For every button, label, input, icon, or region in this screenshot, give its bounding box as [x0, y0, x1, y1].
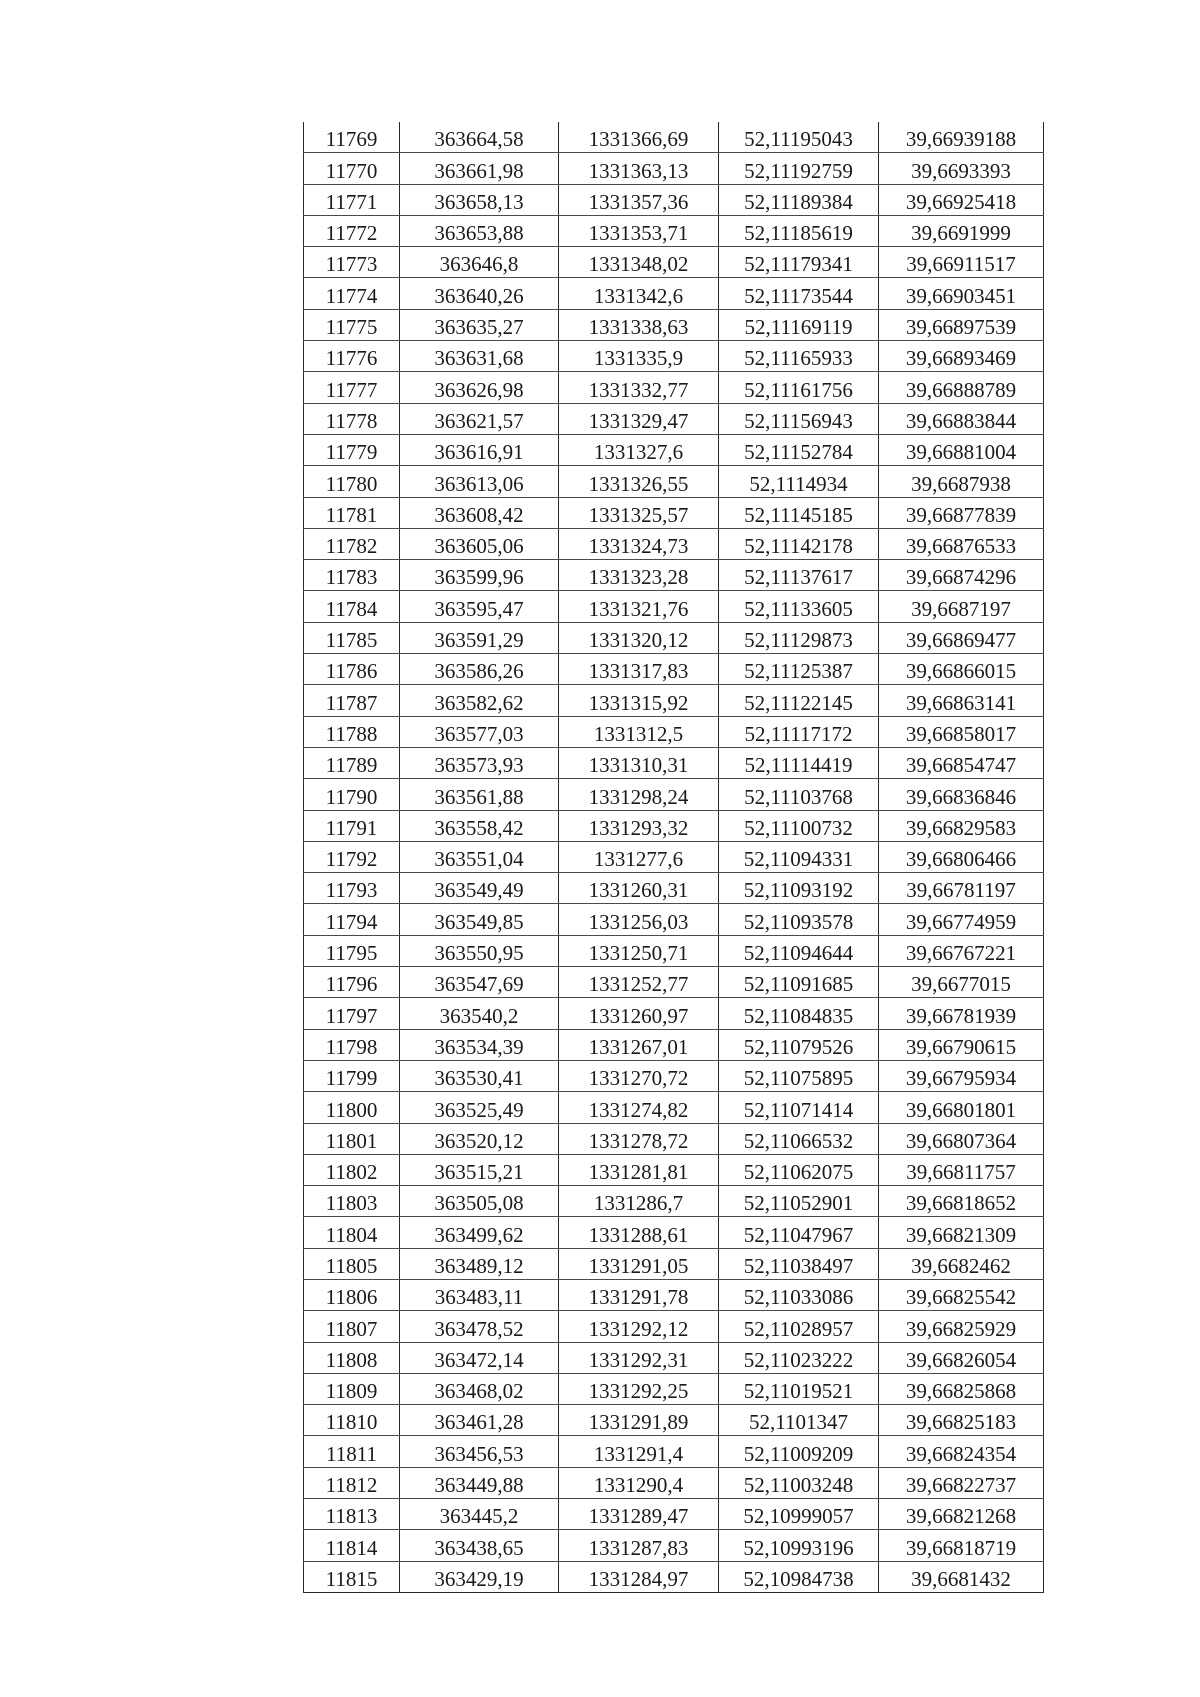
- cell-latitude: 52,11161756: [719, 372, 879, 403]
- cell-y-coordinate: 1331293,32: [559, 810, 719, 841]
- cell-longitude: 39,66807364: [879, 1123, 1044, 1154]
- cell-latitude: 52,11195043: [719, 122, 879, 153]
- cell-longitude: 39,66781939: [879, 998, 1044, 1029]
- cell-y-coordinate: 1331290,4: [559, 1467, 719, 1498]
- cell-y-coordinate: 1331353,71: [559, 215, 719, 246]
- cell-y-coordinate: 1331326,55: [559, 466, 719, 497]
- cell-y-coordinate: 1331292,31: [559, 1342, 719, 1373]
- cell-x-coordinate: 363561,88: [400, 779, 559, 810]
- table-row: [304, 466, 1044, 497]
- table-row: [304, 841, 1044, 872]
- cell-longitude: 39,66824354: [879, 1436, 1044, 1467]
- coordinates-table: [303, 122, 1044, 1593]
- cell-longitude: 39,6687197: [879, 591, 1044, 622]
- cell-x-coordinate: 363438,65: [400, 1530, 559, 1561]
- cell-y-coordinate: 1331310,31: [559, 747, 719, 778]
- table-row: [304, 1530, 1044, 1561]
- cell-latitude: 52,11052901: [719, 1186, 879, 1217]
- cell-latitude: 52,11179341: [719, 247, 879, 278]
- cell-x-coordinate: 363551,04: [400, 841, 559, 872]
- cell-point-number: 11801: [304, 1123, 400, 1154]
- cell-latitude: 52,11023222: [719, 1342, 879, 1373]
- cell-longitude: 39,66869477: [879, 622, 1044, 653]
- table-row: [304, 372, 1044, 403]
- cell-x-coordinate: 363540,2: [400, 998, 559, 1029]
- cell-x-coordinate: 363658,13: [400, 184, 559, 215]
- cell-point-number: 11807: [304, 1311, 400, 1342]
- cell-point-number: 11786: [304, 654, 400, 685]
- cell-point-number: 11779: [304, 434, 400, 465]
- coordinates-table-body: [304, 122, 1044, 1592]
- cell-y-coordinate: 1331291,4: [559, 1436, 719, 1467]
- cell-longitude: 39,66854747: [879, 747, 1044, 778]
- cell-x-coordinate: 363595,47: [400, 591, 559, 622]
- cell-point-number: 11794: [304, 904, 400, 935]
- cell-longitude: 39,66826054: [879, 1342, 1044, 1373]
- cell-y-coordinate: 1331363,13: [559, 153, 719, 184]
- cell-longitude: 39,66790615: [879, 1029, 1044, 1060]
- cell-y-coordinate: 1331317,83: [559, 654, 719, 685]
- table-row: [304, 215, 1044, 246]
- cell-point-number: 11776: [304, 341, 400, 372]
- cell-x-coordinate: 363599,96: [400, 560, 559, 591]
- cell-y-coordinate: 1331366,69: [559, 122, 719, 153]
- cell-point-number: 11778: [304, 403, 400, 434]
- cell-y-coordinate: 1331325,57: [559, 497, 719, 528]
- table-row: [304, 184, 1044, 215]
- cell-point-number: 11769: [304, 122, 400, 153]
- table-row: [304, 1123, 1044, 1154]
- cell-latitude: 52,11084835: [719, 998, 879, 1029]
- cell-y-coordinate: 1331327,6: [559, 434, 719, 465]
- cell-longitude: 39,66866015: [879, 654, 1044, 685]
- cell-latitude: 52,11142178: [719, 528, 879, 559]
- cell-x-coordinate: 363445,2: [400, 1499, 559, 1530]
- cell-point-number: 11775: [304, 309, 400, 340]
- cell-longitude: 39,66821309: [879, 1217, 1044, 1248]
- table-row: [304, 153, 1044, 184]
- cell-latitude: 52,11100732: [719, 810, 879, 841]
- cell-y-coordinate: 1331267,01: [559, 1029, 719, 1060]
- cell-latitude: 52,11185619: [719, 215, 879, 246]
- cell-longitude: 39,6693393: [879, 153, 1044, 184]
- cell-x-coordinate: 363631,68: [400, 341, 559, 372]
- cell-x-coordinate: 363505,08: [400, 1186, 559, 1217]
- cell-longitude: 39,66836846: [879, 779, 1044, 810]
- cell-latitude: 52,1114934: [719, 466, 879, 497]
- cell-point-number: 11812: [304, 1467, 400, 1498]
- cell-longitude: 39,66806466: [879, 841, 1044, 872]
- cell-x-coordinate: 363550,95: [400, 935, 559, 966]
- cell-x-coordinate: 363520,12: [400, 1123, 559, 1154]
- table-row: [304, 309, 1044, 340]
- cell-longitude: 39,66825542: [879, 1279, 1044, 1310]
- cell-latitude: 52,11169119: [719, 309, 879, 340]
- cell-y-coordinate: 1331287,83: [559, 1530, 719, 1561]
- cell-y-coordinate: 1331292,12: [559, 1311, 719, 1342]
- cell-longitude: 39,66767221: [879, 935, 1044, 966]
- cell-point-number: 11798: [304, 1029, 400, 1060]
- cell-longitude: 39,6687938: [879, 466, 1044, 497]
- table-row: [304, 1311, 1044, 1342]
- cell-x-coordinate: 363515,21: [400, 1154, 559, 1185]
- cell-latitude: 52,11156943: [719, 403, 879, 434]
- cell-y-coordinate: 1331270,72: [559, 1060, 719, 1091]
- cell-latitude: 52,11093578: [719, 904, 879, 935]
- cell-latitude: 52,11066532: [719, 1123, 879, 1154]
- cell-latitude: 52,11192759: [719, 153, 879, 184]
- cell-longitude: 39,66818719: [879, 1530, 1044, 1561]
- table-row: [304, 1248, 1044, 1279]
- cell-x-coordinate: 363586,26: [400, 654, 559, 685]
- cell-y-coordinate: 1331291,89: [559, 1405, 719, 1436]
- cell-latitude: 52,11075895: [719, 1060, 879, 1091]
- cell-x-coordinate: 363640,26: [400, 278, 559, 309]
- cell-longitude: 39,66825929: [879, 1311, 1044, 1342]
- cell-point-number: 11772: [304, 215, 400, 246]
- cell-y-coordinate: 1331250,71: [559, 935, 719, 966]
- cell-x-coordinate: 363558,42: [400, 810, 559, 841]
- table-row: [304, 685, 1044, 716]
- cell-latitude: 52,11173544: [719, 278, 879, 309]
- cell-x-coordinate: 363499,62: [400, 1217, 559, 1248]
- cell-latitude: 52,11047967: [719, 1217, 879, 1248]
- cell-longitude: 39,66903451: [879, 278, 1044, 309]
- cell-point-number: 11784: [304, 591, 400, 622]
- cell-point-number: 11800: [304, 1092, 400, 1123]
- cell-longitude: 39,66877839: [879, 497, 1044, 528]
- table-row: [304, 403, 1044, 434]
- cell-x-coordinate: 363461,28: [400, 1405, 559, 1436]
- table-row: [304, 810, 1044, 841]
- cell-longitude: 39,66811757: [879, 1154, 1044, 1185]
- cell-latitude: 52,11137617: [719, 560, 879, 591]
- cell-x-coordinate: 363549,49: [400, 873, 559, 904]
- table-row: [304, 1154, 1044, 1185]
- cell-longitude: 39,66925418: [879, 184, 1044, 215]
- table-row: [304, 528, 1044, 559]
- cell-latitude: 52,11071414: [719, 1092, 879, 1123]
- cell-point-number: 11785: [304, 622, 400, 653]
- cell-longitude: 39,66883844: [879, 403, 1044, 434]
- table-row: [304, 1029, 1044, 1060]
- table-row: [304, 122, 1044, 153]
- cell-longitude: 39,66829583: [879, 810, 1044, 841]
- cell-latitude: 52,11152784: [719, 434, 879, 465]
- cell-longitude: 39,66822737: [879, 1467, 1044, 1498]
- table-row: [304, 1499, 1044, 1530]
- cell-longitude: 39,6681432: [879, 1561, 1044, 1592]
- cell-point-number: 11813: [304, 1499, 400, 1530]
- table-row: [304, 622, 1044, 653]
- cell-y-coordinate: 1331321,76: [559, 591, 719, 622]
- cell-point-number: 11805: [304, 1248, 400, 1279]
- table-row: [304, 1373, 1044, 1404]
- cell-latitude: 52,11094644: [719, 935, 879, 966]
- cell-y-coordinate: 1331320,12: [559, 622, 719, 653]
- table-row: [304, 1561, 1044, 1592]
- cell-x-coordinate: 363646,8: [400, 247, 559, 278]
- cell-y-coordinate: 1331298,24: [559, 779, 719, 810]
- cell-latitude: 52,11094331: [719, 841, 879, 872]
- cell-x-coordinate: 363591,29: [400, 622, 559, 653]
- cell-latitude: 52,10984738: [719, 1561, 879, 1592]
- cell-y-coordinate: 1331274,82: [559, 1092, 719, 1123]
- cell-x-coordinate: 363456,53: [400, 1436, 559, 1467]
- cell-x-coordinate: 363472,14: [400, 1342, 559, 1373]
- cell-point-number: 11814: [304, 1530, 400, 1561]
- table-row: [304, 1342, 1044, 1373]
- cell-point-number: 11782: [304, 528, 400, 559]
- table-row: [304, 497, 1044, 528]
- cell-y-coordinate: 1331260,31: [559, 873, 719, 904]
- table-row: [304, 1217, 1044, 1248]
- cell-y-coordinate: 1331278,72: [559, 1123, 719, 1154]
- cell-x-coordinate: 363613,06: [400, 466, 559, 497]
- cell-y-coordinate: 1331332,77: [559, 372, 719, 403]
- cell-y-coordinate: 1331348,02: [559, 247, 719, 278]
- cell-point-number: 11787: [304, 685, 400, 716]
- table-row: [304, 716, 1044, 747]
- cell-y-coordinate: 1331291,78: [559, 1279, 719, 1310]
- cell-y-coordinate: 1331256,03: [559, 904, 719, 935]
- cell-point-number: 11792: [304, 841, 400, 872]
- cell-latitude: 52,11165933: [719, 341, 879, 372]
- cell-longitude: 39,66893469: [879, 341, 1044, 372]
- cell-latitude: 52,11009209: [719, 1436, 879, 1467]
- cell-point-number: 11793: [304, 873, 400, 904]
- cell-latitude: 52,11117172: [719, 716, 879, 747]
- cell-y-coordinate: 1331277,6: [559, 841, 719, 872]
- cell-y-coordinate: 1331329,47: [559, 403, 719, 434]
- table-row: [304, 560, 1044, 591]
- table-row: [304, 1279, 1044, 1310]
- table-row: [304, 747, 1044, 778]
- cell-y-coordinate: 1331291,05: [559, 1248, 719, 1279]
- cell-point-number: 11796: [304, 967, 400, 998]
- cell-latitude: 52,11189384: [719, 184, 879, 215]
- cell-latitude: 52,1101347: [719, 1405, 879, 1436]
- cell-latitude: 52,11033086: [719, 1279, 879, 1310]
- cell-y-coordinate: 1331324,73: [559, 528, 719, 559]
- cell-x-coordinate: 363664,58: [400, 122, 559, 153]
- cell-longitude: 39,66825183: [879, 1405, 1044, 1436]
- cell-latitude: 52,11125387: [719, 654, 879, 685]
- cell-point-number: 11808: [304, 1342, 400, 1373]
- cell-latitude: 52,11103768: [719, 779, 879, 810]
- cell-x-coordinate: 363449,88: [400, 1467, 559, 1498]
- cell-latitude: 52,11091685: [719, 967, 879, 998]
- cell-latitude: 52,11133605: [719, 591, 879, 622]
- cell-point-number: 11780: [304, 466, 400, 497]
- table-row: [304, 967, 1044, 998]
- cell-x-coordinate: 363534,39: [400, 1029, 559, 1060]
- cell-y-coordinate: 1331288,61: [559, 1217, 719, 1248]
- cell-longitude: 39,66874296: [879, 560, 1044, 591]
- table-row: [304, 1467, 1044, 1498]
- table-row: [304, 1186, 1044, 1217]
- cell-point-number: 11804: [304, 1217, 400, 1248]
- cell-latitude: 52,11062075: [719, 1154, 879, 1185]
- cell-y-coordinate: 1331315,92: [559, 685, 719, 716]
- cell-x-coordinate: 363547,69: [400, 967, 559, 998]
- table-row: [304, 654, 1044, 685]
- cell-y-coordinate: 1331323,28: [559, 560, 719, 591]
- cell-longitude: 39,66781197: [879, 873, 1044, 904]
- cell-x-coordinate: 363573,93: [400, 747, 559, 778]
- table-row: [304, 247, 1044, 278]
- cell-point-number: 11809: [304, 1373, 400, 1404]
- cell-longitude: 39,66774959: [879, 904, 1044, 935]
- cell-point-number: 11797: [304, 998, 400, 1029]
- cell-x-coordinate: 363468,02: [400, 1373, 559, 1404]
- table-row: [304, 779, 1044, 810]
- cell-longitude: 39,6677015: [879, 967, 1044, 998]
- cell-x-coordinate: 363608,42: [400, 497, 559, 528]
- cell-point-number: 11811: [304, 1436, 400, 1467]
- cell-x-coordinate: 363525,49: [400, 1092, 559, 1123]
- cell-point-number: 11803: [304, 1186, 400, 1217]
- cell-longitude: 39,66897539: [879, 309, 1044, 340]
- cell-latitude: 52,10993196: [719, 1530, 879, 1561]
- cell-y-coordinate: 1331292,25: [559, 1373, 719, 1404]
- cell-y-coordinate: 1331281,81: [559, 1154, 719, 1185]
- table-row: [304, 935, 1044, 966]
- cell-longitude: 39,66939188: [879, 122, 1044, 153]
- cell-y-coordinate: 1331312,5: [559, 716, 719, 747]
- cell-latitude: 52,11129873: [719, 622, 879, 653]
- cell-latitude: 52,11079526: [719, 1029, 879, 1060]
- cell-latitude: 52,11003248: [719, 1467, 879, 1498]
- cell-point-number: 11806: [304, 1279, 400, 1310]
- cell-longitude: 39,6691999: [879, 215, 1044, 246]
- table-row: [304, 341, 1044, 372]
- table-row: [304, 998, 1044, 1029]
- table-row: [304, 1436, 1044, 1467]
- cell-y-coordinate: 1331342,6: [559, 278, 719, 309]
- cell-x-coordinate: 363530,41: [400, 1060, 559, 1091]
- table-row: [304, 873, 1044, 904]
- table-row: [304, 1092, 1044, 1123]
- cell-y-coordinate: 1331260,97: [559, 998, 719, 1029]
- cell-point-number: 11815: [304, 1561, 400, 1592]
- cell-longitude: 39,66795934: [879, 1060, 1044, 1091]
- cell-longitude: 39,66888789: [879, 372, 1044, 403]
- cell-point-number: 11781: [304, 497, 400, 528]
- cell-y-coordinate: 1331252,77: [559, 967, 719, 998]
- cell-point-number: 11810: [304, 1405, 400, 1436]
- cell-point-number: 11799: [304, 1060, 400, 1091]
- cell-longitude: 39,66911517: [879, 247, 1044, 278]
- cell-y-coordinate: 1331357,36: [559, 184, 719, 215]
- cell-latitude: 52,11093192: [719, 873, 879, 904]
- cell-y-coordinate: 1331286,7: [559, 1186, 719, 1217]
- cell-longitude: 39,66863141: [879, 685, 1044, 716]
- cell-latitude: 52,11114419: [719, 747, 879, 778]
- table-row: [304, 278, 1044, 309]
- cell-latitude: 52,11038497: [719, 1248, 879, 1279]
- table-row: [304, 904, 1044, 935]
- cell-point-number: 11770: [304, 153, 400, 184]
- cell-latitude: 52,11028957: [719, 1311, 879, 1342]
- cell-latitude: 52,11019521: [719, 1373, 879, 1404]
- cell-y-coordinate: 1331335,9: [559, 341, 719, 372]
- cell-latitude: 52,11122145: [719, 685, 879, 716]
- cell-x-coordinate: 363653,88: [400, 215, 559, 246]
- cell-point-number: 11790: [304, 779, 400, 810]
- cell-x-coordinate: 363582,62: [400, 685, 559, 716]
- cell-longitude: 39,66881004: [879, 434, 1044, 465]
- cell-x-coordinate: 363429,19: [400, 1561, 559, 1592]
- cell-point-number: 11771: [304, 184, 400, 215]
- table-row: [304, 1060, 1044, 1091]
- cell-x-coordinate: 363626,98: [400, 372, 559, 403]
- cell-x-coordinate: 363605,06: [400, 528, 559, 559]
- cell-point-number: 11795: [304, 935, 400, 966]
- cell-x-coordinate: 363483,11: [400, 1279, 559, 1310]
- cell-point-number: 11802: [304, 1154, 400, 1185]
- cell-longitude: 39,66801801: [879, 1092, 1044, 1123]
- cell-latitude: 52,11145185: [719, 497, 879, 528]
- cell-point-number: 11773: [304, 247, 400, 278]
- cell-x-coordinate: 363616,91: [400, 434, 559, 465]
- cell-longitude: 39,66858017: [879, 716, 1044, 747]
- cell-x-coordinate: 363478,52: [400, 1311, 559, 1342]
- table-row: [304, 591, 1044, 622]
- cell-point-number: 11788: [304, 716, 400, 747]
- cell-y-coordinate: 1331289,47: [559, 1499, 719, 1530]
- cell-point-number: 11783: [304, 560, 400, 591]
- cell-longitude: 39,66876533: [879, 528, 1044, 559]
- cell-y-coordinate: 1331284,97: [559, 1561, 719, 1592]
- cell-longitude: 39,66821268: [879, 1499, 1044, 1530]
- cell-y-coordinate: 1331338,63: [559, 309, 719, 340]
- cell-latitude: 52,10999057: [719, 1499, 879, 1530]
- cell-x-coordinate: 363549,85: [400, 904, 559, 935]
- cell-longitude: 39,66818652: [879, 1186, 1044, 1217]
- cell-x-coordinate: 363577,03: [400, 716, 559, 747]
- cell-x-coordinate: 363661,98: [400, 153, 559, 184]
- cell-x-coordinate: 363489,12: [400, 1248, 559, 1279]
- cell-x-coordinate: 363621,57: [400, 403, 559, 434]
- cell-longitude: 39,66825868: [879, 1373, 1044, 1404]
- cell-x-coordinate: 363635,27: [400, 309, 559, 340]
- cell-point-number: 11789: [304, 747, 400, 778]
- cell-point-number: 11791: [304, 810, 400, 841]
- cell-point-number: 11777: [304, 372, 400, 403]
- cell-longitude: 39,6682462: [879, 1248, 1044, 1279]
- table-row: [304, 1405, 1044, 1436]
- cell-point-number: 11774: [304, 278, 400, 309]
- table-row: [304, 434, 1044, 465]
